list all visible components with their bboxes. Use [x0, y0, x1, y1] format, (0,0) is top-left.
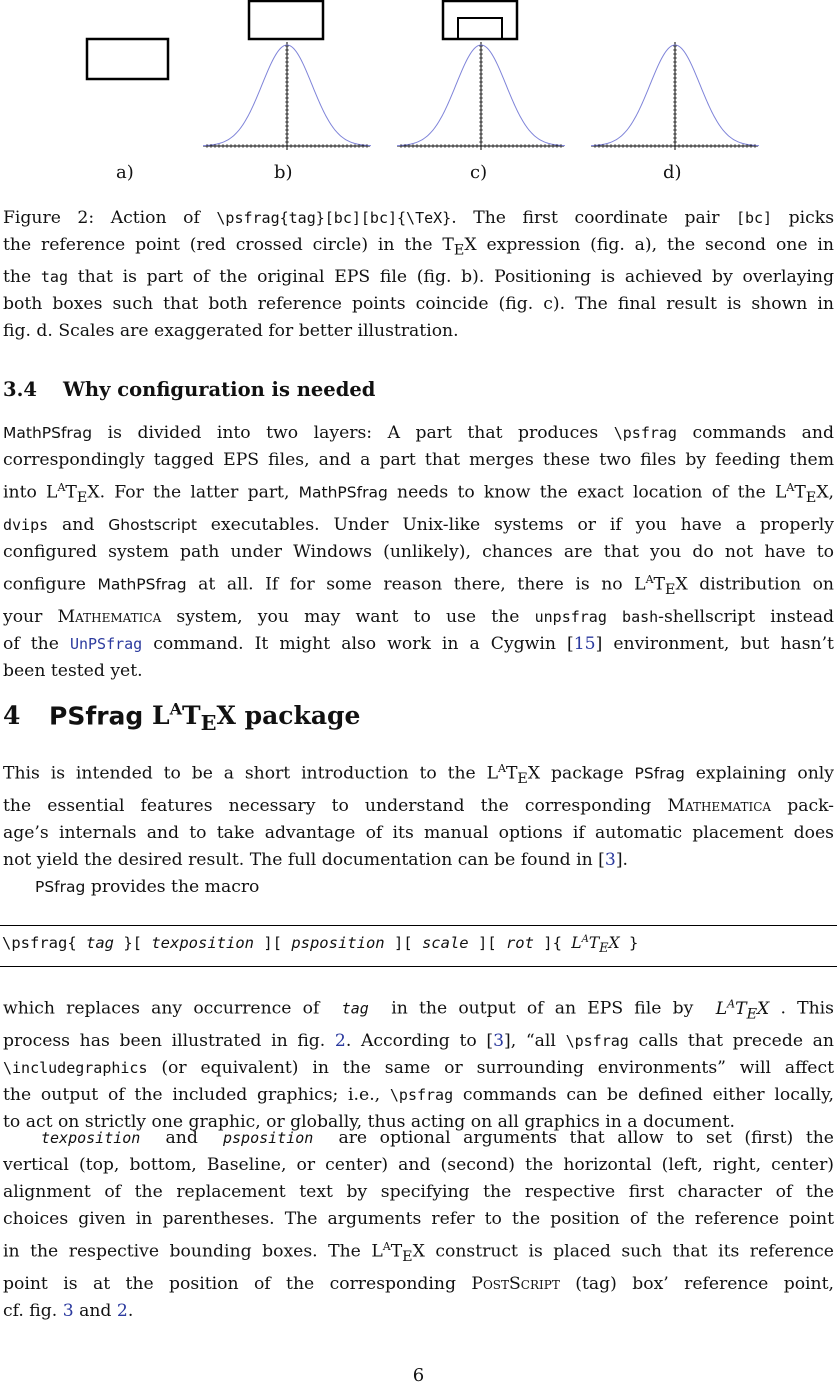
- body-line: your Mathematica system, you may want to use the unpsfrag bash-shellscript instead: [3, 607, 834, 628]
- body-line: age’s internals and to take advantage of its manual options if automatic placement does: [3, 823, 834, 844]
- fig-label-d: d): [663, 162, 682, 183]
- body-line: which replaces any occurrence of tag in the output of an EPS file by $L^AT_EX$ . This: [3, 997, 834, 1023]
- body-line: correspondingly tagged EPS files, and a part that merges these two files by feeding them: [3, 450, 834, 470]
- body-line: to act on strictly one graphic, or globally, thus acting on all graphics in a document.: [3, 1112, 735, 1133]
- figure-caption: [3, 205, 834, 345]
- fig-a-tex-box: [87, 39, 168, 79]
- page-number: 6: [412, 1365, 425, 1386]
- section-title-psfrag: PSfrag: [49, 701, 144, 731]
- body-line: configure MathPSfrag at all. If for some reason there, there is no $L^AT_EX$ distribution on: [3, 573, 834, 599]
- body-line: not yield the desired result. The full documentation can be found in [3].: [3, 850, 628, 871]
- section-number: 3.4: [3, 378, 37, 401]
- body-line: alignment of the replacement text by specifying the respective first character of the: [3, 1182, 834, 1202]
- caption-line: the reference point (red crossed circle) in the $T_EX$ expression (fig. a), the second one in: [3, 235, 834, 259]
- section-4-positioning: [3, 1125, 834, 1325]
- body-line: been tested yet.: [3, 661, 143, 682]
- body-line: This is intended to be a short introduction to the $L^AT_EX$ package PSfrag explaining only: [3, 762, 834, 788]
- section-4-intro: [3, 755, 834, 901]
- body-line: PSfrag provides the macro: [35, 877, 260, 898]
- fig-b-tag-box: [249, 1, 323, 39]
- body-line: into $L^AT_EX$. For the latter part, MathPSfrag needs to know the exact location of the $L^AT_EX$,: [3, 481, 834, 507]
- body-line: texposition and psposition are optional arguments that allow to set (first) the: [41, 1128, 834, 1148]
- body-line: process has been illustrated in fig. 2. According to [3], “all \psfrag calls that precede an: [3, 1031, 834, 1052]
- section-3-4-heading: [3, 378, 375, 401]
- body-line: \includegraphics (or equivalent) in the same or surrounding environments” will affect: [3, 1058, 834, 1079]
- fig-2-link[interactable]: 2: [116, 1301, 128, 1322]
- figure-2-graphic: [0, 0, 837, 160]
- body-line: in the respective bounding boxes. The $L^AT_EX$ construct is placed such that its reference: [3, 1240, 834, 1266]
- macro-definition-box: [0, 925, 837, 967]
- body-line: MathPSfrag is divided into two layers: A part that produces \psfrag commands and: [3, 423, 834, 443]
- fig-2-link[interactable]: 2: [334, 1031, 346, 1052]
- body-line: choices given in parentheses. The arguments refer to the position of the reference point: [3, 1209, 834, 1229]
- fig-c-tex-box: [458, 18, 502, 39]
- caption-line: Figure 2: Action of \psfrag{tag}[bc][bc]{\TeX}. The first coordinate pair [bc] picks: [3, 208, 834, 228]
- citation-15-link[interactable]: 15: [573, 634, 596, 655]
- body-line: dvips and Ghostscript executables. Under Unix-like systems or if you have a properly: [3, 515, 834, 536]
- caption-line: the tag that is part of the original EPS file (fig. b). Positioning is achieved by overlaying: [3, 267, 834, 288]
- fig-label-b: b): [274, 162, 293, 183]
- unpsfrag-link[interactable]: UnPSfrag: [69, 635, 143, 654]
- body-line: point is at the position of the corresponding PostScript (tag) box’ reference point,: [3, 1274, 834, 1295]
- section-number: 4: [3, 701, 21, 731]
- body-line: cf. fig. 3 and 2.: [3, 1301, 134, 1322]
- body-line: the essential features necessary to understand the corresponding Mathematica pack-: [3, 796, 834, 817]
- body-line: configured system path under Windows (unlikely), chances are that you do not have to: [3, 542, 834, 563]
- section-title: Why configuration is needed: [63, 378, 376, 401]
- section-3-4-body: [3, 420, 834, 685]
- figure-2: [0, 0, 837, 195]
- caption-line: both boxes such that both reference points coincide (fig. c). The final result is shown in: [3, 294, 834, 315]
- caption-line: fig. d. Scales are exaggerated for better illustration.: [3, 321, 459, 342]
- body-line: vertical (top, bottom, Baseline, or center) and (second) the horizontal (left, right, center): [3, 1155, 834, 1175]
- fig-label-a: a): [116, 162, 134, 183]
- body-line: the output of the included graphics; i.e., \psfrag commands can be defined either locally,: [3, 1085, 834, 1106]
- section-title-rest: $L^AT_EX$ package: [152, 700, 361, 736]
- fig-3-link[interactable]: 3: [62, 1301, 74, 1322]
- fig-c-tag-box: [443, 1, 517, 39]
- fig-label-c: c): [470, 162, 488, 183]
- body-line: of the UnPSfrag command. It might also work in a Cygwin [15] environment, but hasn’t: [3, 634, 834, 655]
- citation-3-link[interactable]: 3: [604, 850, 616, 871]
- psfrag-macro-signature: \psfrag{ tag }[ texposition ][ psposition ][ scale ][ rot ]{ $L^AT_EX$ }: [2, 934, 639, 957]
- section-4-heading: [3, 700, 360, 735]
- section-4-after-macro: [3, 990, 834, 1136]
- citation-3-link[interactable]: 3: [493, 1031, 505, 1052]
